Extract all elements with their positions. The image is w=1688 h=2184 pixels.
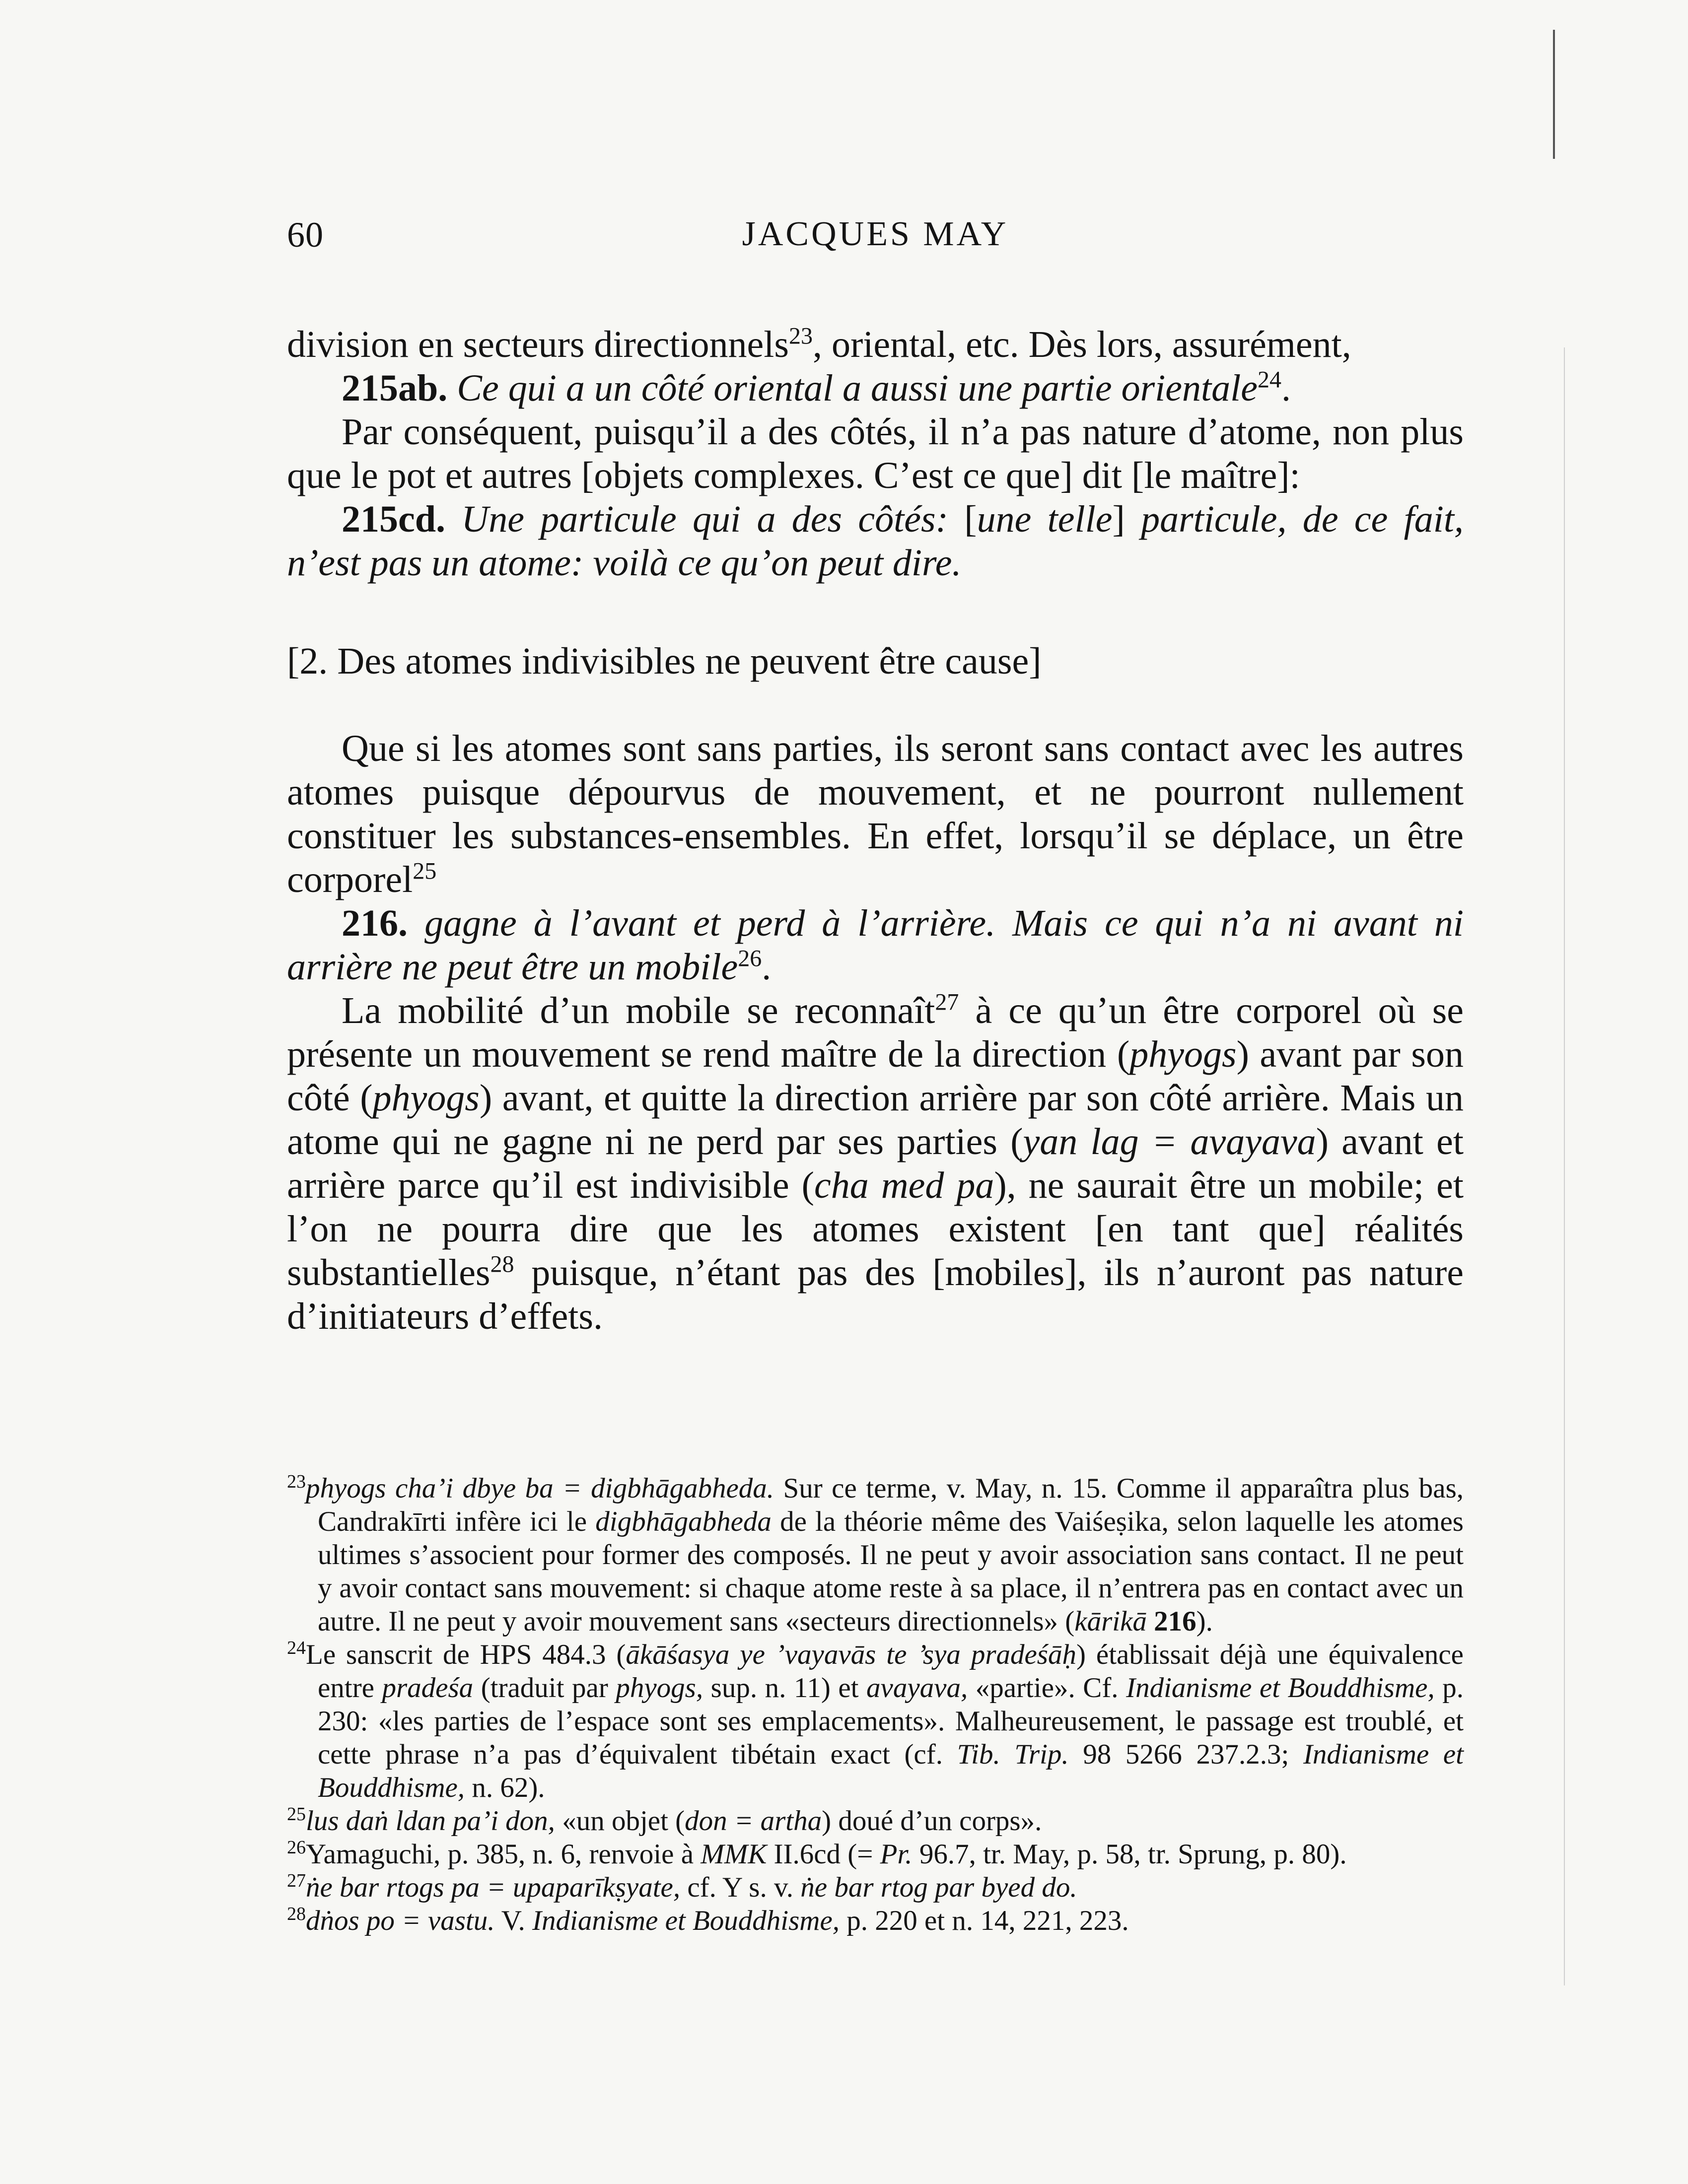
page-header [287,214,1464,269]
footnote-ref-24: 24 [1257,366,1281,393]
scan-edge-shadow [1564,347,1565,1985]
main-text [287,323,1464,1338]
paragraph-4: La mobilité d’un mobile se reconnaît$^{27}$ à ce qu’un être corporel où se présente un mouvement se rend maître de la direction (phyogs) avant par son côté (phyogs) avant, et quitte la direction arrière par son côté arrière. Mais un atome qui ne gagne ni ne perd par ses parties (yan lag = avayava) avant et arrière parce qu’il est indivisible (cha med pa), ne saurait être un mobile; et l’on ne pourra dire que les atomes existent [en tant que] réalités substantielles$^{28}$ puisque, n’étant pas des [mobiles], ils n’auront pas nature d’initiateurs d’effets. [287,989,1464,1337]
verse-215ab: 215ab. Ce qui a un côté oriental a aussi une partie orientale$^{24}$. [342,366,1291,409]
footnote-27: $^{27}$ṅe bar rtogs pa = upaparīkṣyate, cf. Y s. v. ṅe bar rtog par byed do. [287,1870,1077,1903]
footnote-28: $^{28}$dṅos po = vastu. V. Indianisme et Bouddhisme, p. 220 et n. 14, 221, 223. [287,1904,1129,1936]
footnotes [287,1472,1464,1937]
scan-edge-mark [1553,30,1555,159]
running-title: JACQUES MAY [742,215,1009,253]
verse-number: 215ab. [342,367,448,409]
footnote-26: $^{26}$Yamaguchi, p. 385, n. 6, renvoie à MMK II.6cd (= Pr. 96.7, tr. May, p. 58, tr. Sprung, p. 80). [287,1837,1347,1870]
footnote-23: $^{23}$phyogs cha’i dbye ba = digbhāgabheda. Sur ce terme, v. May, n. 15. Comme il apparaîtra plus bas, Candrakīrti infère ici le digbhāgabheda de la théorie même des Vaiśeṣika, selon laquelle les atomes ultimes s’associent pour former des composés. Il ne peut y avoir association sans contact. Il ne peut y avoir contact sans mouvement: si chaque atome reste à sa place, il n’entrera pas en contact avec un autre. Il ne peut y avoir mouvement sans «secteurs directionnels» (kārikā 216). [287,1471,1464,1637]
verse-216: 216. gagne à l’avant et perd à l’arrière. Mais ce qui n’a ni avant ni arrière ne peut être un mobile$^{26}$. [287,902,1464,988]
footnote-ref-25: 25 [413,858,437,885]
paragraph-2: Par conséquent, puisqu’il a des côtés, il n’a pas nature d’atome, non plus que le pot et autres [objets complexes. C’est ce que] dit [le maître]: [287,411,1464,496]
footnote-ref-27: 27 [935,989,959,1016]
paragraph-1: division en secteurs directionnels$^{23}$, oriental, etc. Dès lors, assurément, [287,323,1351,365]
section-heading: [2. Des atomes indivisibles ne peuvent être cause] [287,640,1042,682]
footnote-24: $^{24}$Le sanscrit de HPS 484.3 (ākāśasya ye ’vayavās te ’sya pradeśāḥ) établissait déjà une équivalence entre pradeśa (traduit par phyogs, sup. n. 11) et avayava, «partie». Cf. Indianisme et Bouddhisme, p. 230: «les parties de l’espace sont ses emplacements». Malheureusement, le passage est troublé, et cette phrase n’a pas d’équivalent tibétain exact (cf. Tib. Trip. 98 5266 237.2.3; Indianisme et Bouddhisme, n. 62). [287,1638,1464,1803]
verse-215cd: 215cd. Une particule qui a des côtés: [une telle] particule, de ce fait, n’est pas un atome: voilà ce qu’on peut dire. [287,498,1464,584]
verse-number: 215cd. [342,498,445,540]
footnote-ref-23: 23 [788,323,813,349]
footnote-ref-26: 26 [738,945,762,972]
paragraph-3: Que si les atomes sont sans parties, ils seront sans contact avec les autres atomes puisque dépourvus de mouvement, et ne pourront nullement constituer les substances-ensembles. En effet, lorsqu’il se déplace, un être corporel$^{25}$ [287,728,1464,900]
footnote-25: $^{25}$lus daṅ ldan pa’i don, «un objet (don = artha) doué d’un corps». [287,1804,1042,1837]
page-number: 60 [287,215,324,255]
verse-number: 216. [342,902,408,944]
footnote-ref-28: 28 [490,1251,514,1278]
